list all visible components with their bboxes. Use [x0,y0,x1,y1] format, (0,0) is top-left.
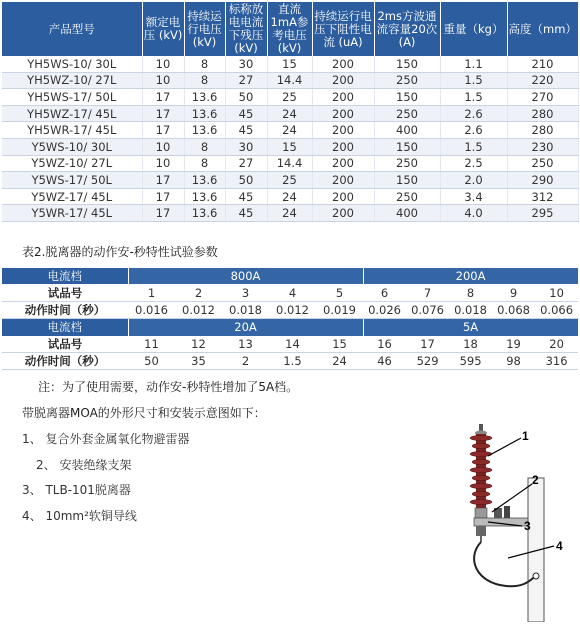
table-row [2,188,578,205]
sample-cell: 5 [316,284,363,301]
table-row [2,138,578,155]
utility-pole [528,478,544,622]
spec-header-row [2,2,578,56]
time-cell: 316 [535,352,578,369]
spec-table [2,2,579,222]
table-cell: 200 [312,122,374,139]
insulator-shed [472,475,490,480]
table-cell: Y5WS-10/ 30L [2,138,142,155]
table-cell: 4.0 [440,205,507,222]
table-cell: 17 [142,122,184,139]
sample-label: 试品号 [2,284,128,301]
time-cell: 0.066 [535,301,578,318]
table-cell: 8 [184,56,225,72]
table-cell: 200 [312,205,374,222]
table-cell: 25 [267,89,312,106]
table-cell: 45 [225,105,267,122]
time-cell: 0.012 [175,301,222,318]
table-cell: 10 [142,138,184,155]
sample-cell: 7 [406,284,449,301]
table-row [2,122,578,139]
table-cell: 270 [507,89,578,106]
table-cell: Y5WS-17/ 50L [2,172,142,189]
part-item-4: 4、 10mm²软铜导线 [22,509,137,523]
table-cell: 13.6 [184,105,225,122]
table-cell: 13.6 [184,205,225,222]
table-cell: YH5WR-17/ 45L [2,122,142,139]
sample-cell: 6 [363,284,406,301]
part-item-3: 3、 TLB-101脱离器 [22,483,131,497]
sample-cell: 19 [492,336,535,353]
table-cell: 1.1 [440,56,507,72]
block1-header-row [2,268,578,284]
time-cell: 0.016 [128,301,175,318]
time-label: 动作时间（秒） [2,301,128,318]
part-item-2: 2、 安装绝缘支架 [36,458,132,472]
arrester-base [475,508,487,518]
time-cell: 0.068 [492,301,535,318]
insulator-shed [470,467,492,472]
table-cell: 24 [267,122,312,139]
sample-cell: 14 [269,336,316,353]
table-row [2,172,578,189]
time-cell: 35 [175,352,222,369]
table-cell: 2.5 [440,155,507,172]
diagram-label-3: 3 [524,519,531,533]
table-cell: 13.6 [184,188,225,205]
table-cell: 150 [374,138,440,155]
time-cell: 0.018 [449,301,492,318]
block1-sample-row [2,284,578,301]
table-cell: 25 [267,172,312,189]
table-cell: 400 [374,205,440,222]
time-cell: 1.5 [269,352,316,369]
table-cell: 200 [312,105,374,122]
leader-line-2 [492,484,532,512]
note-text: 注：为了使用需要，动作安-秒特性增加了5A档。 [38,380,299,394]
sample-label: 试品号 [2,336,128,353]
time-cell: 50 [128,352,175,369]
table-cell: 290 [507,172,578,189]
sample-cell: 15 [316,336,363,353]
table-cell: 50 [225,172,267,189]
table-cell: 150 [374,56,440,72]
time-cell: 0.019 [316,301,363,318]
insulator-shed [470,483,492,488]
table-cell: 14.4 [267,155,312,172]
ground-clamp-icon [533,573,539,579]
table-cell: 1.5 [440,89,507,106]
time-cell: 0.076 [406,301,449,318]
table-row [2,155,578,172]
table-cell: 30 [225,56,267,72]
table-cell: 45 [225,188,267,205]
install-title: 带脱离器MOA的外形尺寸和安装示意图如下： [22,406,266,420]
time-cell: 0.012 [269,301,316,318]
time-label: 动作时间（秒） [2,352,128,369]
group-5a: 5A [363,319,578,336]
spec-header-cell: 重量（kg） [440,2,507,56]
insulator-sheds [470,435,492,504]
table-cell: 17 [142,105,184,122]
table-cell: Y5WR-17/ 45L [2,205,142,222]
insulator-shed [472,443,490,448]
sample-cell: 1 [128,284,175,301]
spec-header-cell: 持续运行电压 (kV) [184,2,225,56]
table-cell: YH5WS-17/ 50L [2,89,142,106]
block2-header-row [2,319,578,336]
table-cell: 15 [267,56,312,72]
table-cell: YH5WZ-17/ 45L [2,105,142,122]
table-cell: 8 [184,138,225,155]
table-cell: 2.6 [440,122,507,139]
time-cell: 595 [449,352,492,369]
action-time-table [2,268,579,370]
table-cell: 150 [374,89,440,106]
insulator-shed [472,459,490,464]
table-cell: 45 [225,122,267,139]
table-cell: 13.6 [184,89,225,106]
bracket-insulator-2 [504,506,510,518]
insulator-shed [470,499,492,504]
current-label: 电流档 [2,268,128,284]
spec-header-cell: 持续运行电压下阻性电流 (uA) [312,2,374,56]
table-cell: 1.5 [440,138,507,155]
table-row [2,89,578,106]
time-cell: 98 [492,352,535,369]
current-label: 电流档 [2,319,128,336]
table-cell: 24 [267,188,312,205]
table-cell: 8 [184,72,225,89]
table-cell: 250 [374,105,440,122]
table-cell: 24 [267,205,312,222]
table-cell: YH5WS-10/ 30L [2,56,142,72]
table-cell: 17 [142,205,184,222]
table-cell: 10 [142,56,184,72]
spec-header-cell: 2ms方波通流容量20次 (A) [374,2,440,56]
group-200a: 200A [363,268,578,284]
sample-cell: 11 [128,336,175,353]
sample-cell: 16 [363,336,406,353]
table-cell: 200 [312,155,374,172]
installation-diagram [436,418,576,622]
table-row [2,105,578,122]
table-cell: 2.6 [440,105,507,122]
table-cell: 30 [225,138,267,155]
table-cell: 50 [225,89,267,106]
sample-cell: 12 [175,336,222,353]
table-row [2,205,578,222]
table-cell: 200 [312,138,374,155]
insulating-bracket [474,518,528,526]
diagram-label-1: 1 [522,429,529,443]
time-cell: 46 [363,352,406,369]
time-cell: 529 [406,352,449,369]
diagram-label-4: 4 [556,539,563,553]
copper-ground-wire [474,542,536,586]
part-item-1: 1、 复合外套金属氧化物避雷器 [22,432,190,446]
table-cell: 2.0 [440,172,507,189]
sample-cell: 18 [449,336,492,353]
disconnector-icon [476,526,486,536]
table-cell: 280 [507,105,578,122]
sample-cell: 4 [269,284,316,301]
table-cell: 17 [142,188,184,205]
time-cell: 0.026 [363,301,406,318]
table-cell: 220 [507,72,578,89]
table-cell: 295 [507,205,578,222]
table-cell: 27 [225,72,267,89]
sample-cell: 20 [535,336,578,353]
diagram-label-2: 2 [532,473,539,487]
spec-header-cell: 标称放电电流下残压 (kV) [225,2,267,56]
time-cell: 2 [222,352,269,369]
table-cell: 10 [142,155,184,172]
table-cell: 17 [142,172,184,189]
table-cell: 200 [312,89,374,106]
sample-cell: 17 [406,336,449,353]
table-cell: 230 [507,138,578,155]
table-cell: 200 [312,56,374,72]
table-cell: 250 [507,155,578,172]
table-cell: 200 [312,72,374,89]
spec-header-cell: 额定电压 (kV) [142,2,184,56]
table-cell: Y5WZ-10/ 27L [2,155,142,172]
table-cell: 1.5 [440,72,507,89]
table-cell: 27 [225,155,267,172]
table-cell: 45 [225,205,267,222]
table-cell: 250 [374,72,440,89]
sample-cell: 9 [492,284,535,301]
table-cell: 17 [142,89,184,106]
table-cell: 8 [184,155,225,172]
table-cell: 15 [267,138,312,155]
spec-header-cell: 产品型号 [2,2,142,56]
leader-line-1 [488,438,521,456]
sample-cell: 13 [222,336,269,353]
table-cell: 200 [312,172,374,189]
table-cell: 250 [374,155,440,172]
insulator-shed [472,491,490,496]
table-cell: YH5WZ-10/ 27L [2,72,142,89]
block2-time-row [2,352,578,369]
sample-cell: 2 [175,284,222,301]
table-cell: 13.6 [184,122,225,139]
table-row [2,56,578,72]
table-cell: 10 [142,72,184,89]
table-cell: 13.6 [184,172,225,189]
table-cell: 312 [507,188,578,205]
table-cell: 24 [267,105,312,122]
insulator-shed [470,435,492,440]
table-cell: 3.4 [440,188,507,205]
sample-cell: 3 [222,284,269,301]
group-20a: 20A [128,319,363,336]
table-cell: 14.4 [267,72,312,89]
table-cell: 250 [374,188,440,205]
block2-sample-row [2,336,578,353]
table-cell: 150 [374,172,440,189]
table-cell: 210 [507,56,578,72]
table-cell: 400 [374,122,440,139]
table-cell: 280 [507,122,578,139]
table2-caption: 表2.脱离器的动作安-秒特性试验参数 [22,245,218,259]
time-cell: 24 [316,352,363,369]
time-cell: 0.018 [222,301,269,318]
sample-cell: 10 [535,284,578,301]
table-cell: 200 [312,188,374,205]
block1-time-row [2,301,578,318]
spec-header-cell: 直流1mA参考电压 (kV) [267,2,312,56]
table-row [2,72,578,89]
group-800a: 800A [128,268,363,284]
table-cell: Y5WZ-17/ 45L [2,188,142,205]
spec-header-cell: 高度（mm） [507,2,578,56]
sample-cell: 8 [449,284,492,301]
